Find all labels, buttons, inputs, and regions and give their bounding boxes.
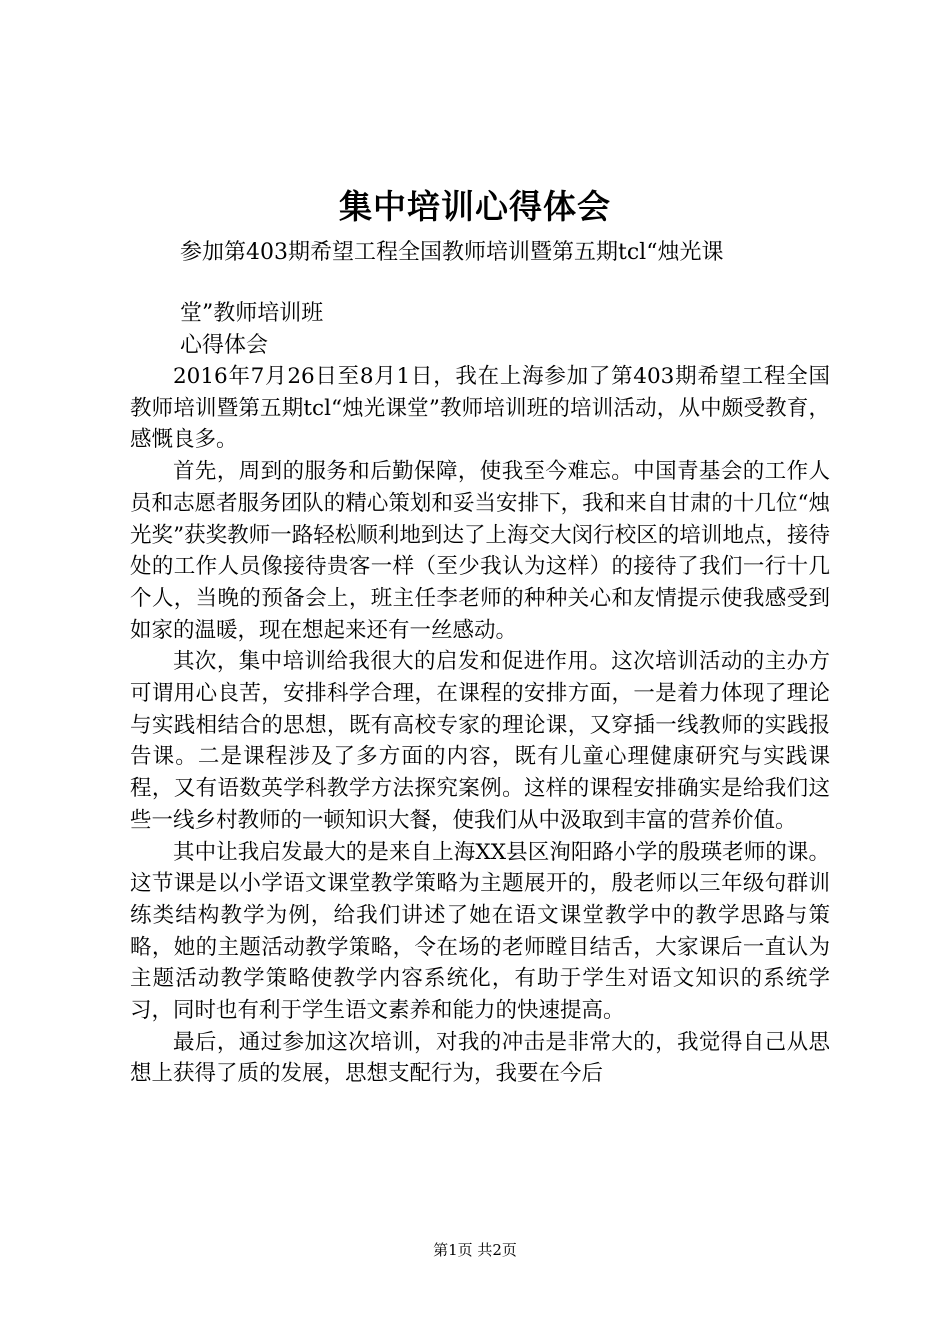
paragraph-3: 其次，集中培训给我很大的启发和促进作用。这次培训活动的主办方可谓用心良苦，安排科学合理，在课程的安排方面，一是着力体现了理论与实践相结合的思想，既有高校专家的理论课，又穿插一线教师的实践报告课。二是课程涉及了多方面的内容，既有儿童心理健康研究与实践课程，又有语数英学科教学方法探究案例。这样的课程安排确实是给我们这些一线乡村教师的一顿知识大餐，使我们从中汲取到丰富的营养价值。: [130, 649, 830, 833]
paragraph-1: 2016年7月26日至8月1日，我在上海参加了第403期希望工程全国教师培训暨第五期tcl“烛光课堂”教师培训班的培训活动，从中颇受教育，感慨良多。: [130, 364, 830, 453]
subtitle-line-3: 心得体会: [180, 333, 269, 358]
document-title: 集中培训心得体会: [339, 187, 611, 226]
subtitle-line-2: 堂”教师培训班: [180, 301, 324, 326]
document-body: [130, 361, 830, 1090]
paragraph-4: 其中让我启发最大的是来自上海XX县区洵阳路小学的殷瑛老师的课。这节课是以小学语文课堂教学策略为主题展开的，殷老师以三年级句群训练类结构教学为例，给我们讲述了她在语文课堂教学中的教学思路与策略，她的主题活动教学策略，令在场的老师瞠目结舌，大家课后一直认为主题活动教学策略使教学内容系统化，有助于学生对语文知识的系统学习，同时也有利于学生语文素养和能力的快速提高。: [130, 839, 830, 1024]
paragraph-5: 最后，通过参加这次培训，对我的冲击是非常大的，我觉得自己从思想上获得了质的发展，思想支配行为，我要在今后: [130, 1029, 830, 1087]
page-footer: 第1页 共2页: [433, 1241, 517, 1259]
paragraph-2: 首先，周到的服务和后勤保障，使我至今难忘。中国青基会的工作人员和志愿者服务团队的精心策划和妥当安排下，我和来自甘肃的十几位“烛光奖”获奖教师一路轻松顺利地到达了上海交大闵行校区的培训地点，接待处的工作人员像接待贵客一样（至少我认为这样）的接待了我们一行十几个人，当晚的预备会上，班主任李老师的种种关心和友情提示使我感受到如家的温暖，现在想起来还有一丝感动。: [130, 459, 830, 643]
subtitle-line-1: 参加第403期希望工程全国教师培训暨第五期tcl“烛光课: [180, 240, 724, 265]
